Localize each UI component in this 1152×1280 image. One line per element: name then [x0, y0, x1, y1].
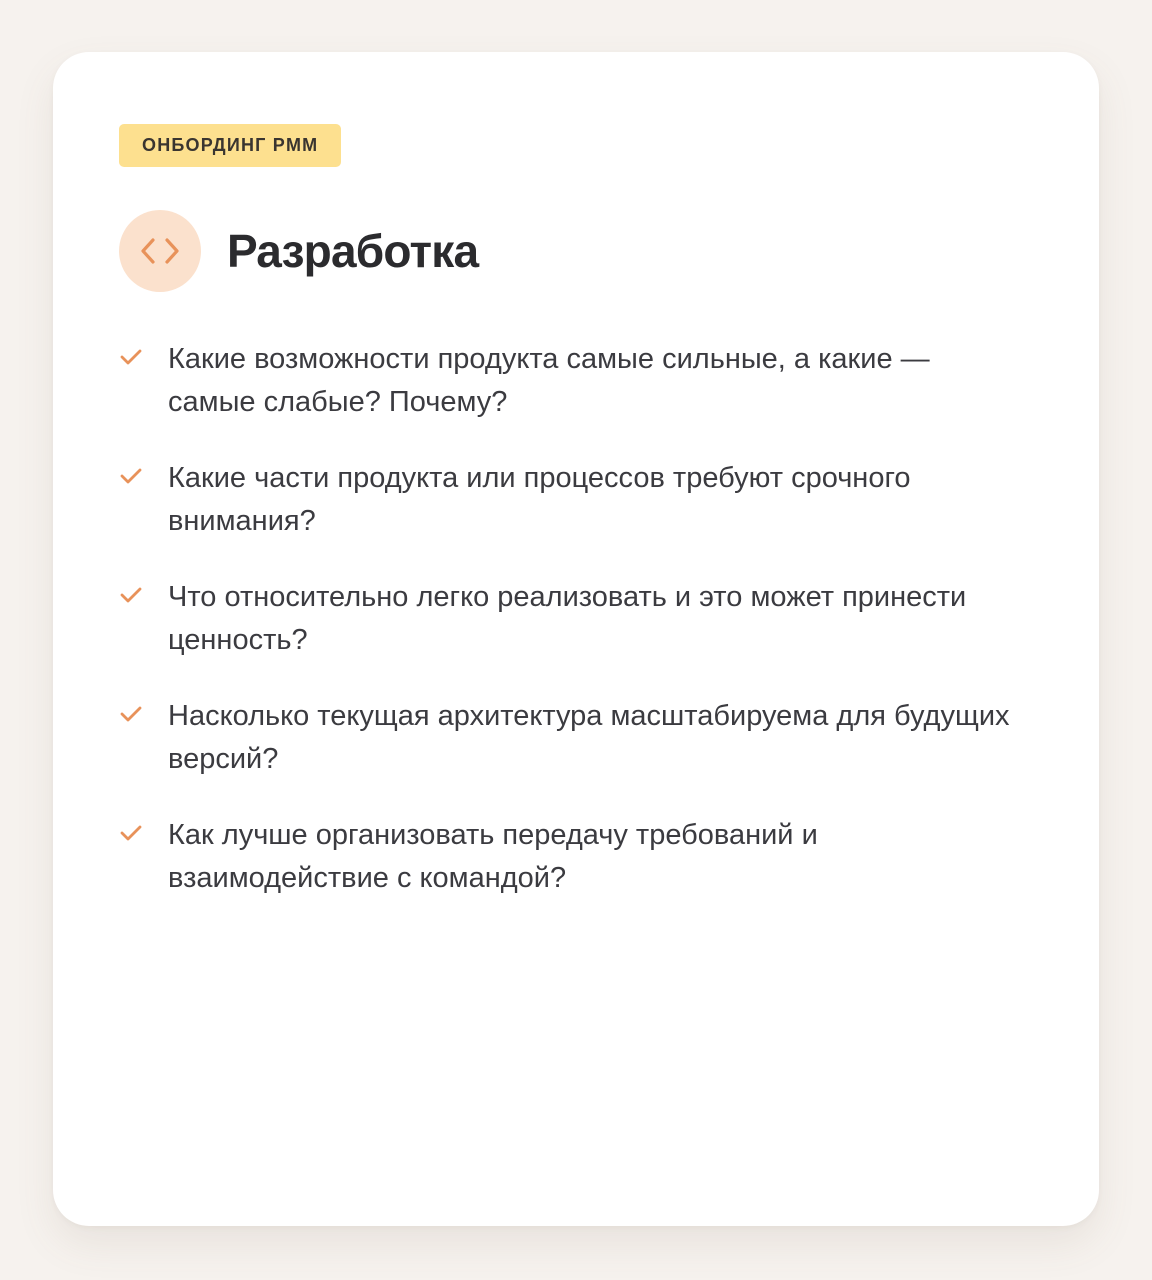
- section-header: [119, 209, 478, 293]
- list-item: [119, 814, 1019, 900]
- check-icon: [119, 346, 143, 368]
- question-list: [119, 338, 1019, 933]
- check-icon: [119, 703, 143, 725]
- code-icon: [140, 236, 180, 266]
- list-item-text: Какие части продукта или процессов требуют срочного внимания?: [168, 462, 911, 537]
- list-item-text: Насколько текущая архитектура масштабируема для будущих версий?: [168, 700, 1010, 775]
- list-item: [119, 457, 1019, 543]
- category-badge: ОНБОРДИНГ PMM: [119, 124, 341, 167]
- check-icon: [119, 822, 143, 844]
- list-item: [119, 576, 1019, 662]
- list-item-text: Какие возможности продукта самые сильные, а какие — самые слабые? Почему?: [168, 343, 930, 418]
- card: [53, 52, 1099, 1226]
- code-icon-container: [119, 210, 201, 292]
- check-icon: [119, 465, 143, 487]
- list-item-text: Как лучше организовать передачу требований и взаимодействие с командой?: [168, 819, 818, 894]
- list-item: [119, 338, 1019, 424]
- page-title: Разработка: [227, 225, 479, 277]
- list-item: [119, 695, 1019, 781]
- list-item-text: Что относительно легко реализовать и это может принести ценность?: [168, 581, 967, 656]
- check-icon: [119, 584, 143, 606]
